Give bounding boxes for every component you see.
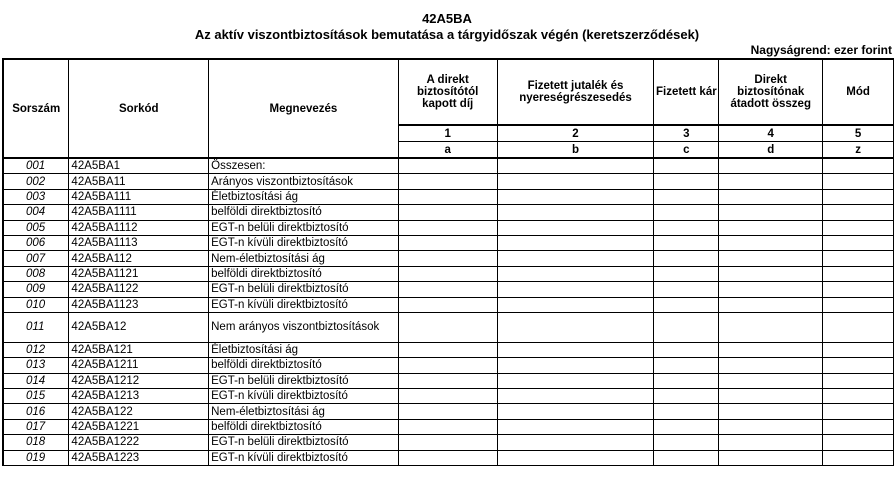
table-row: [3, 251, 894, 266]
col-header-c3: Fizetett kár: [654, 59, 719, 125]
row-name: belföldi direktbiztosító: [209, 205, 399, 220]
value-cell-col3[interactable]: [654, 342, 719, 357]
value-cell-col1[interactable]: [398, 297, 497, 312]
table-row: [3, 312, 894, 342]
value-cell-col3[interactable]: [654, 282, 719, 297]
row-number: 002: [3, 174, 69, 189]
value-cell-col1[interactable]: [398, 389, 497, 404]
row-name: Nem arányos viszontbiztosítások: [209, 312, 399, 342]
col-header-c2: Fizetett jutalék és nyereségrészesedés: [497, 59, 654, 125]
row-number: 008: [3, 266, 69, 281]
value-cell-col5[interactable]: [823, 282, 894, 297]
value-cell-col4[interactable]: [719, 404, 823, 419]
col-number-3: 3: [654, 125, 719, 142]
col-number-4: 4: [719, 125, 823, 142]
col-header-c5: Mód: [823, 59, 894, 125]
col-letter-z: z: [823, 142, 894, 159]
value-cell-col1[interactable]: [398, 404, 497, 419]
value-cell-col5[interactable]: [823, 189, 894, 204]
value-cell-col5[interactable]: [823, 419, 894, 434]
value-cell-col4[interactable]: [719, 266, 823, 281]
row-number: 006: [3, 235, 69, 250]
row-code: 42A5BA1223: [69, 450, 209, 465]
row-code: 42A5BA112: [69, 251, 209, 266]
value-cell-col2[interactable]: [497, 235, 654, 250]
col-letter-d: d: [719, 142, 823, 159]
value-cell-col2[interactable]: [497, 373, 654, 388]
row-name: EGT-n belüli direktbiztosító: [209, 373, 399, 388]
table-row: [3, 282, 894, 297]
row-number: 001: [3, 158, 69, 174]
table-row: [3, 358, 894, 373]
value-cell-col5[interactable]: [823, 312, 894, 342]
value-cell-col3[interactable]: [654, 174, 719, 189]
table-row: [3, 158, 894, 174]
value-cell-col1[interactable]: [398, 205, 497, 220]
value-cell-col2[interactable]: [497, 297, 654, 312]
value-cell-col4[interactable]: [719, 373, 823, 388]
value-cell-col1[interactable]: [398, 158, 497, 174]
value-cell-col2[interactable]: [497, 389, 654, 404]
value-cell-col5[interactable]: [823, 251, 894, 266]
value-cell-col5[interactable]: [823, 404, 894, 419]
value-cell-col1[interactable]: [398, 435, 497, 450]
value-cell-col3[interactable]: [654, 189, 719, 204]
row-code: 42A5BA1221: [69, 419, 209, 434]
value-cell-col3[interactable]: [654, 220, 719, 235]
col-number-2: 2: [497, 125, 654, 142]
table-row: [3, 419, 894, 434]
row-number: 005: [3, 220, 69, 235]
row-number: 004: [3, 205, 69, 220]
col-header-megnevezes: Megnevezés: [209, 59, 399, 158]
col-number-5: 5: [823, 125, 894, 142]
value-cell-col2[interactable]: [497, 342, 654, 357]
row-name: Arányos viszontbiztosítások: [209, 174, 399, 189]
row-code: 42A5BA1122: [69, 282, 209, 297]
form-code: 42A5BA: [422, 11, 472, 26]
col-letter-b: b: [497, 142, 654, 159]
value-cell-col4[interactable]: [719, 205, 823, 220]
row-code: 42A5BA1111: [69, 205, 209, 220]
col-header-c1: A direkt biztosítótól kapott díj: [398, 59, 497, 125]
value-cell-col2[interactable]: [497, 189, 654, 204]
value-cell-col4[interactable]: [719, 312, 823, 342]
row-code: 42A5BA1: [69, 158, 209, 174]
table-row: [3, 297, 894, 312]
row-code: 42A5BA1222: [69, 435, 209, 450]
value-cell-col3[interactable]: [654, 312, 719, 342]
row-name: EGT-n kívüli direktbiztosító: [209, 389, 399, 404]
value-cell-col2[interactable]: [497, 312, 654, 342]
value-cell-col1[interactable]: [398, 342, 497, 357]
value-cell-col4[interactable]: [719, 358, 823, 373]
value-cell-col3[interactable]: [654, 450, 719, 465]
unit-label: Nagyságrend: ezer forint: [750, 43, 892, 57]
value-cell-col2[interactable]: [497, 358, 654, 373]
row-number: 014: [3, 373, 69, 388]
row-code: 42A5BA1113: [69, 235, 209, 250]
table-row: [3, 266, 894, 281]
value-cell-col3[interactable]: [654, 435, 719, 450]
value-cell-col3[interactable]: [654, 389, 719, 404]
value-cell-col5[interactable]: [823, 174, 894, 189]
value-cell-col2[interactable]: [497, 266, 654, 281]
table-row: [3, 235, 894, 250]
row-name: EGT-n belüli direktbiztosító: [209, 220, 399, 235]
value-cell-col4[interactable]: [719, 297, 823, 312]
row-code: 42A5BA122: [69, 404, 209, 419]
row-code: 42A5BA1123: [69, 297, 209, 312]
value-cell-col1[interactable]: [398, 282, 497, 297]
value-cell-col2[interactable]: [497, 158, 654, 174]
table-row: [3, 220, 894, 235]
row-number: 015: [3, 389, 69, 404]
row-code: 42A5BA1121: [69, 266, 209, 281]
col-letter-a: a: [398, 142, 497, 159]
value-cell-col1[interactable]: [398, 450, 497, 465]
row-name: Összesen:: [209, 158, 399, 174]
row-number: 013: [3, 358, 69, 373]
value-cell-col2[interactable]: [497, 205, 654, 220]
value-cell-col2[interactable]: [497, 435, 654, 450]
col-letter-c: c: [654, 142, 719, 159]
value-cell-col4[interactable]: [719, 450, 823, 465]
table-row: [3, 404, 894, 419]
value-cell-col4[interactable]: [719, 174, 823, 189]
value-cell-col4[interactable]: [719, 282, 823, 297]
value-cell-col3[interactable]: [654, 358, 719, 373]
row-number: 009: [3, 282, 69, 297]
row-name: belföldi direktbiztosító: [209, 419, 399, 434]
row-code: 42A5BA111: [69, 189, 209, 204]
value-cell-col5[interactable]: [823, 266, 894, 281]
value-cell-col1[interactable]: [398, 266, 497, 281]
value-cell-col5[interactable]: [823, 435, 894, 450]
table-row: [3, 450, 894, 465]
value-cell-col5[interactable]: [823, 389, 894, 404]
col-header-c4: Direkt biztosítónak átadott összeg: [719, 59, 823, 125]
value-cell-col1[interactable]: [398, 174, 497, 189]
value-cell-col1[interactable]: [398, 251, 497, 266]
row-number: 018: [3, 435, 69, 450]
value-cell-col5[interactable]: [823, 342, 894, 357]
row-number: 010: [3, 297, 69, 312]
value-cell-col2[interactable]: [497, 404, 654, 419]
value-cell-col2[interactable]: [497, 251, 654, 266]
value-cell-col2[interactable]: [497, 282, 654, 297]
table-row: [3, 435, 894, 450]
value-cell-col1[interactable]: [398, 419, 497, 434]
row-name: EGT-n belüli direktbiztosító: [209, 435, 399, 450]
row-name: Életbiztosítási ág: [209, 342, 399, 357]
row-code: 42A5BA11: [69, 174, 209, 189]
row-code: 42A5BA1112: [69, 220, 209, 235]
row-number: 019: [3, 450, 69, 465]
value-cell-col4[interactable]: [719, 158, 823, 174]
value-cell-col4[interactable]: [719, 220, 823, 235]
col-header-sorszam: Sorszám: [3, 59, 69, 158]
value-cell-col2[interactable]: [497, 450, 654, 465]
col-header-sorkod: Sorkód: [69, 59, 209, 158]
value-cell-col3[interactable]: [654, 404, 719, 419]
row-number: 007: [3, 251, 69, 266]
row-code: 42A5BA12: [69, 312, 209, 342]
value-cell-col3[interactable]: [654, 266, 719, 281]
table-row: [3, 189, 894, 204]
row-number: 017: [3, 419, 69, 434]
form-subtitle: Az aktív viszontbiztosítások bemutatása a tárgyidőszak végén (keretszerződések): [194, 27, 700, 42]
value-cell-col5[interactable]: [823, 358, 894, 373]
row-name: belföldi direktbiztosító: [209, 358, 399, 373]
row-name: Nem-életbiztosítási ág: [209, 251, 399, 266]
table-row: [3, 205, 894, 220]
value-cell-col1[interactable]: [398, 373, 497, 388]
row-name: EGT-n kívüli direktbiztosító: [209, 297, 399, 312]
row-name: EGT-n kívüli direktbiztosító: [209, 235, 399, 250]
value-cell-col5[interactable]: [823, 220, 894, 235]
row-code: 42A5BA1213: [69, 389, 209, 404]
value-cell-col1[interactable]: [398, 312, 497, 342]
value-cell-col1[interactable]: [398, 189, 497, 204]
value-cell-col3[interactable]: [654, 251, 719, 266]
row-name: Nem-életbiztosítási ág: [209, 404, 399, 419]
table-row: [3, 389, 894, 404]
value-cell-col4[interactable]: [719, 389, 823, 404]
value-cell-col4[interactable]: [719, 189, 823, 204]
table-row: [3, 373, 894, 388]
row-name: EGT-n kívüli direktbiztosító: [209, 450, 399, 465]
value-cell-col5[interactable]: [823, 373, 894, 388]
value-cell-col5[interactable]: [823, 158, 894, 174]
col-number-1: 1: [398, 125, 497, 142]
table-row: [3, 174, 894, 189]
row-name: EGT-n belüli direktbiztosító: [209, 282, 399, 297]
report-table: [2, 58, 894, 466]
value-cell-col2[interactable]: [497, 220, 654, 235]
value-cell-col3[interactable]: [654, 205, 719, 220]
value-cell-col1[interactable]: [398, 220, 497, 235]
row-number: 011: [3, 312, 69, 342]
value-cell-col4[interactable]: [719, 342, 823, 357]
value-cell-col3[interactable]: [654, 297, 719, 312]
value-cell-col3[interactable]: [654, 158, 719, 174]
row-number: 003: [3, 189, 69, 204]
row-name: Életbiztosítási ág: [209, 189, 399, 204]
value-cell-col5[interactable]: [823, 450, 894, 465]
row-name: belföldi direktbiztosító: [209, 266, 399, 281]
row-code: 42A5BA1211: [69, 358, 209, 373]
value-cell-col5[interactable]: [823, 235, 894, 250]
value-cell-col3[interactable]: [654, 235, 719, 250]
value-cell-col1[interactable]: [398, 358, 497, 373]
value-cell-col2[interactable]: [497, 419, 654, 434]
value-cell-col4[interactable]: [719, 235, 823, 250]
value-cell-col3[interactable]: [654, 419, 719, 434]
row-number: 012: [3, 342, 69, 357]
table-row: [3, 342, 894, 357]
row-code: 42A5BA121: [69, 342, 209, 357]
value-cell-col5[interactable]: [823, 297, 894, 312]
value-cell-col4[interactable]: [719, 435, 823, 450]
value-cell-col3[interactable]: [654, 373, 719, 388]
value-cell-col5[interactable]: [823, 205, 894, 220]
row-number: 016: [3, 404, 69, 419]
value-cell-col1[interactable]: [398, 235, 497, 250]
value-cell-col4[interactable]: [719, 419, 823, 434]
value-cell-col4[interactable]: [719, 251, 823, 266]
row-code: 42A5BA1212: [69, 373, 209, 388]
value-cell-col2[interactable]: [497, 174, 654, 189]
